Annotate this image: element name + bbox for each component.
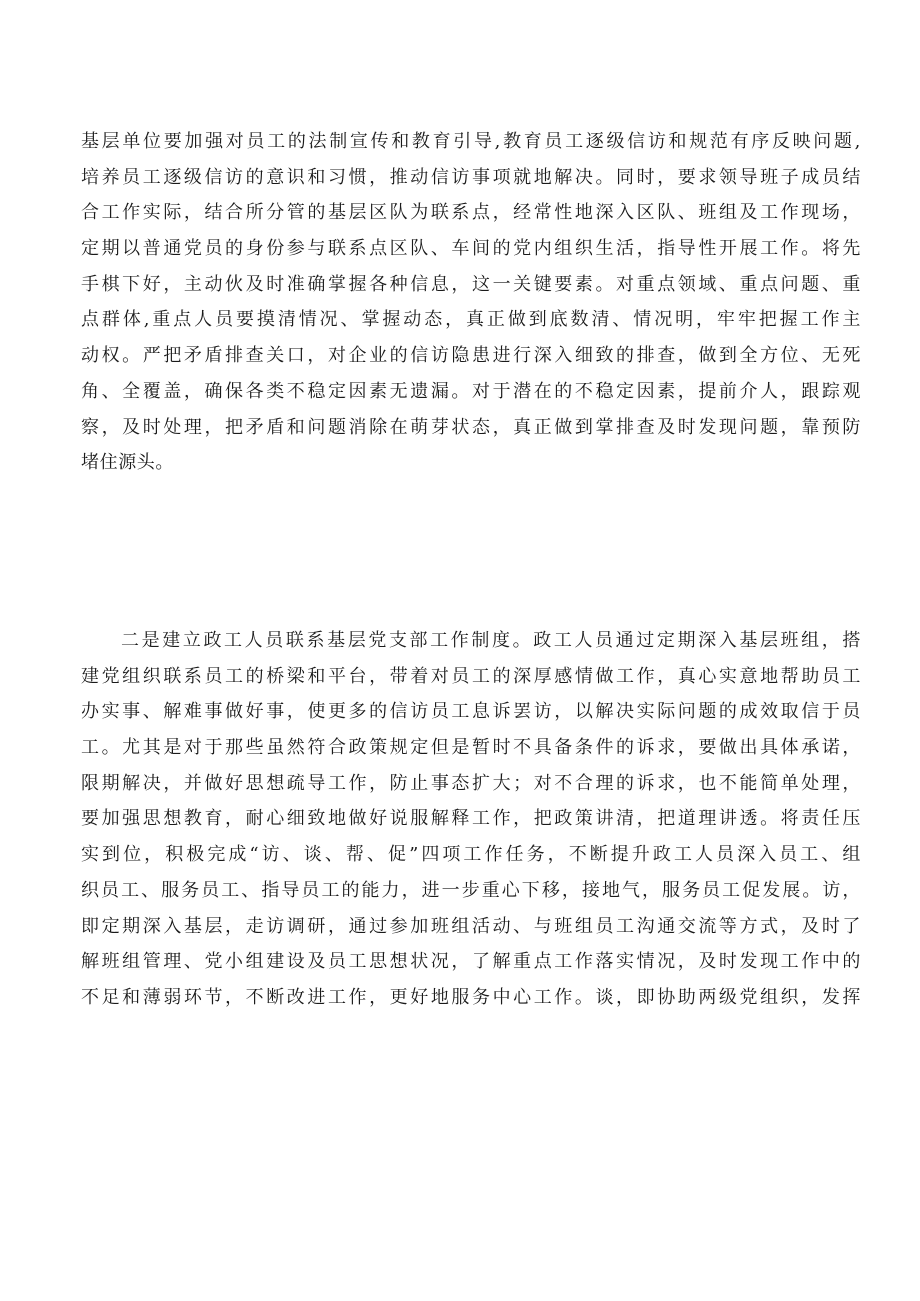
text-line: 解班组管理、党小组建设及员工思想状况，了解重点工作落实情况，及时发现工作中的 bbox=[81, 951, 861, 973]
text-line: 建党组织联系员工的桥梁和平台，带着对员工的深厚感情做工作，真心实意地帮助员工 bbox=[81, 665, 861, 687]
text-line: 培养员工逐级信访的意识和习惯，推动信访事项就地解决。同时，要求领导班子成员结 bbox=[81, 166, 861, 188]
text-line: 要加强思想教育，耐心细致地做好说服解释工作，把政策讲清，把道理讲透。将责任压 bbox=[81, 808, 861, 830]
text-line: 实到位，积极完成“访、谈、帮、促”四项工作任务，不断提升政工人员深入员工、组 bbox=[81, 844, 861, 866]
text-line: 即定期深入基层，走访调研，通过参加班组活动、与班组员工沟通交流等方式，及时了 bbox=[81, 915, 861, 937]
text-line: 定期以普通党员的身份参与联系点区队、车间的党内组织生活，指导性开展工作。将先 bbox=[81, 238, 861, 260]
text-line: 动权。严把矛盾排查关口，对企业的信访隐患进行深入细致的排查，做到全方位、无死 bbox=[81, 345, 861, 367]
text-line: 点群体,重点人员要摸清情况、掌握动态，真正做到底数清、情况明，牢牢把握工作主 bbox=[81, 309, 861, 331]
text-line: 办实事、解难事做好事，使更多的信访员工息诉罢访，以解决实际问题的成效取信于员 bbox=[81, 701, 861, 723]
text-line-indented: 二是建立政工人员联系基层党支部工作制度。政工人员通过定期深入基层班组，搭 bbox=[121, 630, 861, 651]
text-line: 工。尤其是对于那些虽然符合政策规定但是暂时不具备条件的诉求，要做出具体承诺， bbox=[81, 737, 861, 759]
text-line: 基层单位要加强对员工的法制宣传和教育引导,教育员工逐级信访和规范有序反映问题, bbox=[81, 131, 861, 152]
text-line: 堵住源头。 bbox=[81, 452, 174, 474]
text-line: 不足和薄弱环节，不断改进工作，更好地服务中心工作。谈，即协助两级党组织，发挥 bbox=[81, 986, 861, 1008]
text-line: 织员工、服务员工、指导员工的能力，进一步重心下移，接地气，服务员工促发展。访， bbox=[81, 879, 861, 901]
text-line: 察，及时处理，把矛盾和问题消除在萌芽状态，真正做到掌排查及时发现问题，靠预防 bbox=[81, 416, 861, 438]
text-line: 角、全覆盖，确保各类不稳定因素无遗漏。对于潜在的不稳定因素，提前介人，跟踪观 bbox=[81, 380, 861, 402]
paragraph-1 bbox=[81, 124, 861, 481]
paragraph-2 bbox=[81, 623, 861, 1016]
text-line: 合工作实际，结合所分管的基层区队为联系点，经常性地深入区队、班组及工作现场， bbox=[81, 202, 861, 224]
text-line: 限期解决，并做好思想疏导工作，防止事态扩大；对不合理的诉求，也不能简单处理， bbox=[81, 772, 861, 794]
text-line: 手棋下好，主动伙及时准确掌握各种信息，这一关键要素。对重点领域、重点问题、重 bbox=[81, 273, 861, 295]
